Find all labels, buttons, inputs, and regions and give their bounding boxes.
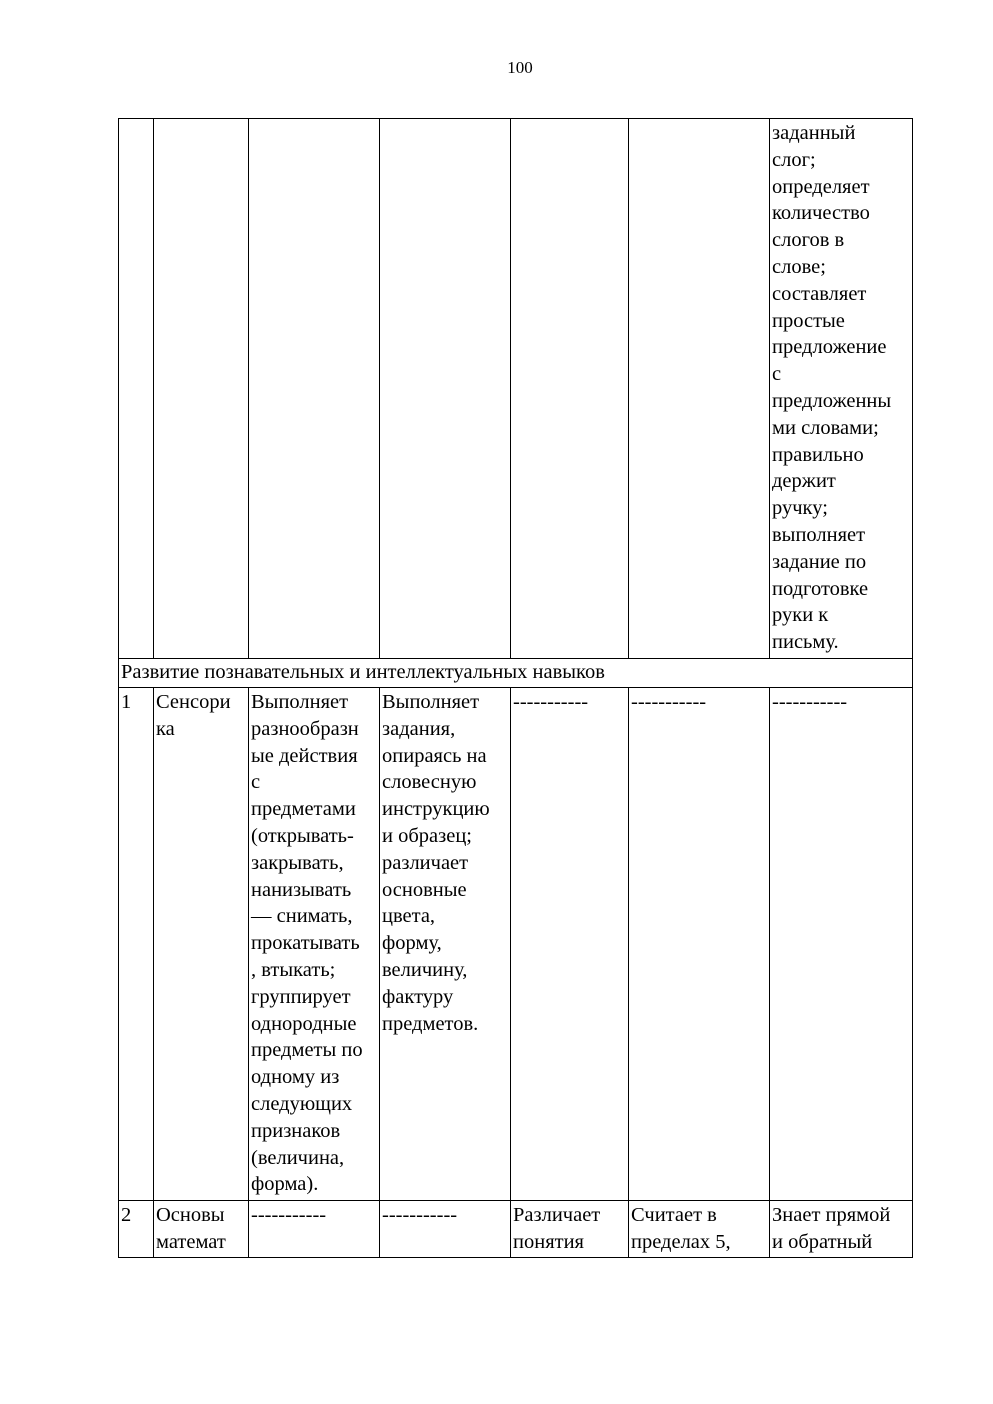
text-line: предложенны: [772, 389, 892, 412]
text-line: определяет: [772, 175, 870, 198]
text-line: основные: [382, 878, 467, 901]
cell-text: [249, 688, 380, 1201]
text-line: предложение: [772, 336, 887, 359]
text-line: пределах 5,: [631, 1230, 731, 1253]
cell-text: [380, 688, 511, 1201]
text-line: понятия: [513, 1230, 584, 1253]
cell-text: [629, 1201, 770, 1258]
text-line: (открывать-: [251, 824, 354, 847]
cell-continued-text: [770, 119, 913, 659]
cell-empty: [154, 119, 249, 659]
skills-table: [118, 118, 913, 1258]
cell-dashes: -----------: [380, 1201, 511, 1258]
text-line: Знает прямой: [772, 1204, 891, 1226]
text-line: правильно: [772, 443, 864, 466]
text-line: однородные: [251, 1012, 357, 1035]
cell-text: [770, 1201, 913, 1258]
text-line: Считает в: [631, 1204, 717, 1226]
text-line: признаков: [251, 1119, 341, 1142]
cell-dashes: -----------: [511, 688, 629, 1201]
text-line: опираясь на: [382, 744, 487, 767]
text-line: величину,: [382, 958, 468, 981]
text-line: количество: [772, 202, 870, 225]
text-line: слог;: [772, 148, 816, 171]
text-line: выполняет: [772, 523, 866, 546]
text-line: прокатывать: [251, 932, 360, 955]
text-line: различает: [382, 851, 469, 874]
section-title: Развитие познавательных и интеллектуальных навыков: [119, 659, 913, 688]
text-line: ручку;: [772, 497, 828, 520]
cell-dashes: -----------: [629, 688, 770, 1201]
text-line: цвета,: [382, 905, 436, 928]
text-line: следующих: [251, 1092, 353, 1115]
text-line: закрывать,: [251, 851, 344, 874]
text-line: составляет: [772, 282, 867, 305]
cell-dashes: -----------: [249, 1201, 380, 1258]
text-line: форму,: [382, 932, 442, 955]
text-line: Основы: [156, 1204, 225, 1226]
text-line: предметов.: [382, 1012, 479, 1035]
text-line: держит: [772, 470, 836, 493]
text-line: руки к: [772, 604, 829, 627]
text-line: предметами: [251, 798, 356, 821]
text-line: нанизывать: [251, 878, 352, 901]
text-line: ми словами;: [772, 416, 879, 439]
text-line: и образец;: [382, 824, 472, 847]
text-line: задание по: [772, 550, 867, 573]
cell-empty: [249, 119, 380, 659]
table-row-continuation: [119, 119, 913, 659]
row-number: 1: [119, 688, 154, 1201]
text-line: Различает: [513, 1204, 601, 1226]
cell-empty: [119, 119, 154, 659]
text-line: фактуру: [382, 985, 454, 1008]
text-line: с: [251, 771, 261, 794]
cell-empty: [629, 119, 770, 659]
text-line: письму.: [772, 631, 839, 654]
text-line: разнообразн: [251, 717, 359, 740]
text-line: задания,: [382, 717, 456, 740]
text-line: группирует: [251, 985, 351, 1008]
text-line: предметы по: [251, 1039, 363, 1062]
text-line: математ: [156, 1230, 226, 1253]
text-line: Выполняет: [251, 691, 349, 713]
text-line: словесную: [382, 771, 477, 794]
text-line: и обратный: [772, 1230, 873, 1253]
cell-dashes: -----------: [770, 688, 913, 1201]
row-number: 2: [119, 1201, 154, 1258]
text-line: Сенсори: [156, 691, 231, 713]
text-line: инструкцию: [382, 798, 490, 821]
text-line: Выполняет: [382, 691, 480, 713]
table-row: [119, 688, 913, 1201]
text-line: одному из: [251, 1066, 340, 1089]
cell-empty: [380, 119, 511, 659]
text-line: с: [772, 363, 782, 386]
text-line: (величина,: [251, 1146, 345, 1169]
text-line: ка: [156, 717, 175, 740]
row-name: [154, 1201, 249, 1258]
table-row-section: [119, 659, 913, 688]
text-line: — снимать,: [251, 905, 353, 928]
text-line: форма).: [251, 1173, 319, 1196]
table-row: [119, 1201, 913, 1258]
text-line: слогов в: [772, 229, 845, 252]
row-name: [154, 688, 249, 1201]
page-number: 100: [507, 58, 533, 77]
text-line: , втыкать;: [251, 958, 336, 981]
text-line: слове;: [772, 255, 826, 278]
text-line: ые действия: [251, 744, 358, 767]
text-line: простые: [772, 309, 845, 332]
text-line: подготовке: [772, 577, 869, 600]
cell-text: [511, 1201, 629, 1258]
text-line: заданный: [772, 122, 856, 144]
cell-empty: [511, 119, 629, 659]
